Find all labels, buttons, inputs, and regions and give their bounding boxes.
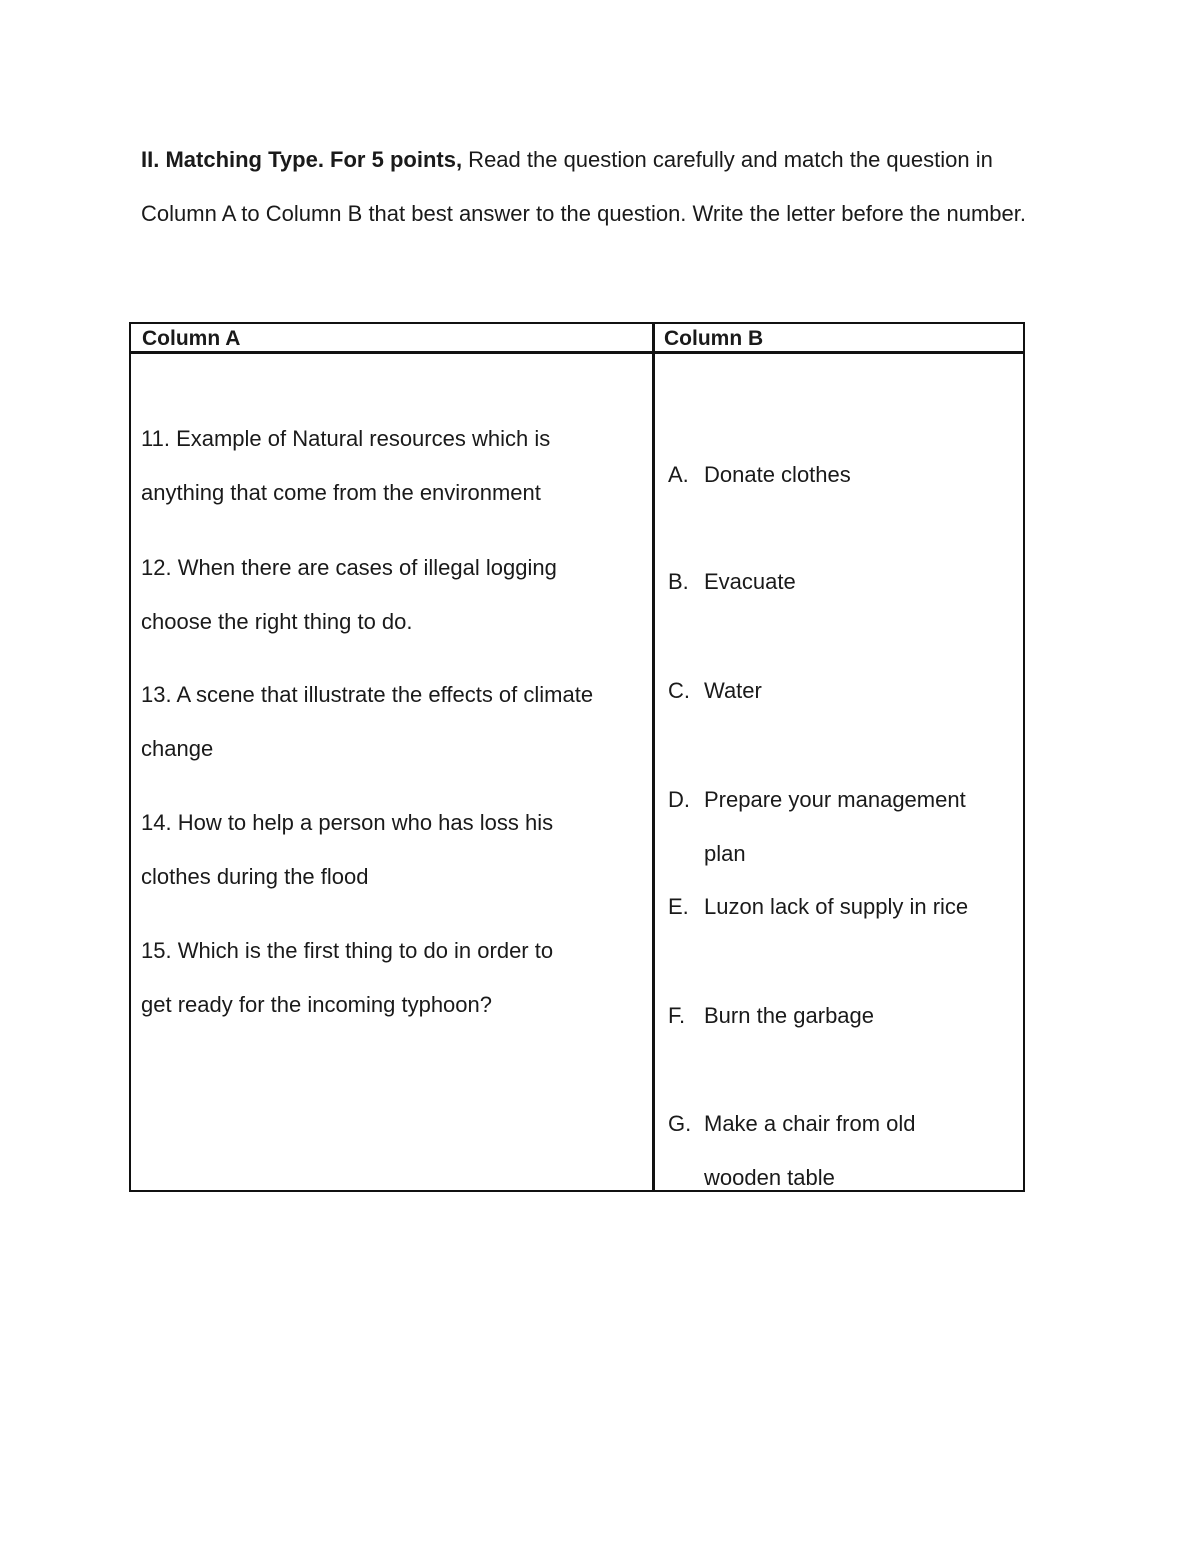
choice-text: Evacuate — [704, 569, 796, 594]
column-b-header: Column B — [664, 327, 764, 350]
choice-letter: G. — [668, 1111, 692, 1136]
choice-g — [668, 1097, 968, 1205]
question-15: 15. Which is the first thing to do in order to get ready for the incoming typhoon? — [141, 938, 554, 1017]
instructions-body: Read the question carefully and match the question in Column A to Column B that best answer to the question. Write the letter before the number. — [141, 147, 1026, 226]
instructions-paragraph — [141, 133, 1071, 241]
choice-text: Donate clothes — [704, 462, 851, 487]
choice-letter: D. — [668, 787, 690, 812]
choice-e — [668, 880, 1008, 934]
choice-b — [668, 555, 1008, 609]
choice-text: Water — [704, 678, 762, 703]
instructions-heading: II. Matching Type. For 5 points, — [141, 147, 463, 172]
choice-text: Prepare your management plan — [704, 787, 966, 866]
column-a-header: Column A — [142, 327, 241, 350]
question-14: 14. How to help a person who has loss his clothes during the flood — [141, 810, 554, 889]
header-divider — [131, 351, 1023, 354]
choice-text: Burn the garbage — [704, 1003, 875, 1028]
column-divider — [652, 324, 655, 1190]
choice-letter: B. — [668, 569, 689, 594]
choice-letter: F. — [668, 1003, 686, 1028]
choice-a — [668, 448, 1008, 502]
choice-text: Luzon lack of supply in rice — [704, 894, 969, 919]
question-11: 11. Example of Natural resources which is anything that come from the environment — [141, 426, 551, 505]
question-13: 13. A scene that illustrate the effects of climate change — [141, 682, 594, 761]
choice-d — [668, 773, 998, 881]
choice-f — [668, 989, 1008, 1043]
choice-text: Make a chair from old wooden table — [704, 1111, 916, 1190]
choice-letter: A. — [668, 462, 689, 487]
choice-letter: C. — [668, 678, 690, 703]
choice-letter: E. — [668, 894, 689, 919]
question-12: 12. When there are cases of illegal logging choose the right thing to do. — [141, 555, 557, 634]
choice-c — [668, 664, 1008, 718]
